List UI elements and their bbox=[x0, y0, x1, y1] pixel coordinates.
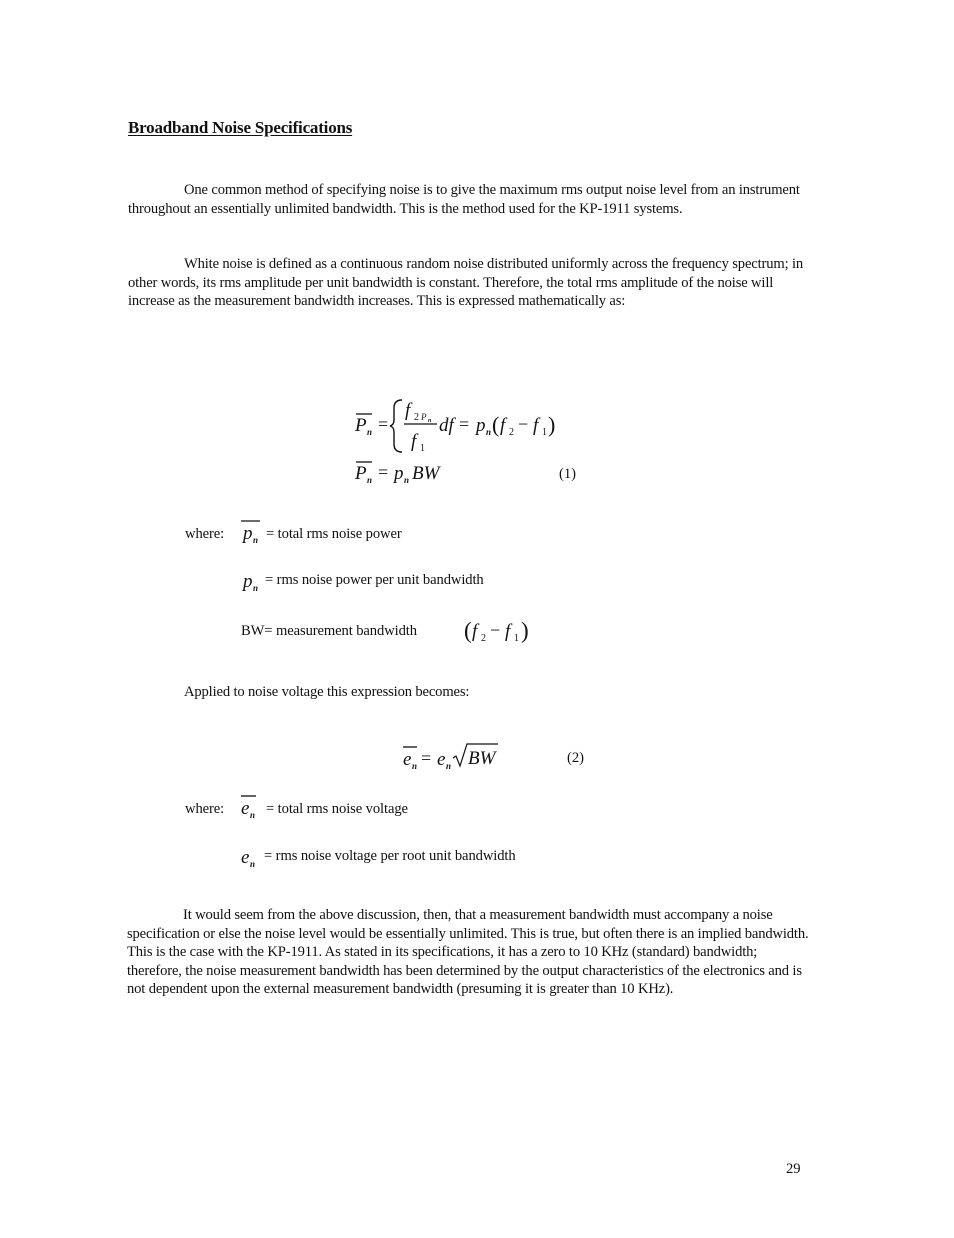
svg-text:1: 1 bbox=[542, 427, 547, 438]
section-heading: Broadband Noise Specifications bbox=[128, 118, 353, 137]
svg-text:P: P bbox=[421, 412, 427, 422]
symbol-en bbox=[238, 844, 262, 870]
svg-text:n: n bbox=[404, 475, 410, 485]
svg-text:n: n bbox=[412, 761, 418, 771]
svg-text:n: n bbox=[250, 859, 256, 869]
svg-text:n: n bbox=[428, 418, 432, 424]
svg-text:n: n bbox=[446, 761, 452, 771]
svg-text:2: 2 bbox=[509, 427, 514, 438]
svg-text:P: P bbox=[355, 463, 367, 484]
svg-text:=: = bbox=[459, 414, 470, 434]
svg-text:f: f bbox=[405, 400, 411, 421]
svg-text:p: p bbox=[476, 415, 486, 436]
equation-2-number: (2) bbox=[567, 750, 585, 766]
equation-1-number: (1) bbox=[559, 466, 577, 482]
svg-text:df: df bbox=[439, 415, 454, 436]
paragraph-applied-voltage: Applied to noise voltage this expression becomes: bbox=[184, 684, 470, 700]
svg-text:e: e bbox=[241, 847, 250, 868]
svg-text:(: ( bbox=[492, 412, 500, 437]
svg-text:e: e bbox=[437, 749, 446, 770]
svg-text:n: n bbox=[486, 427, 492, 437]
svg-text:f: f bbox=[472, 621, 478, 642]
svg-text:BW: BW bbox=[412, 463, 440, 484]
svg-text:e: e bbox=[403, 749, 412, 770]
svg-text:2: 2 bbox=[481, 633, 486, 644]
svg-text:n: n bbox=[250, 810, 256, 820]
svg-text:n: n bbox=[253, 583, 259, 593]
equation-2-noise-voltage bbox=[398, 740, 508, 774]
page-number: 29 bbox=[786, 1161, 801, 1177]
svg-text:p: p bbox=[394, 463, 404, 484]
paragraph-white-noise: White noise is defined as a continuous random noise distributed uniformly across the frequency spectrum; in other words, its rms amplitude per unit bandwidth is constant. Therefore, the total rms amplitude of the noise will increase as the measurement bandwidth increases. This is expressed mathematically as: bbox=[128, 256, 804, 310]
svg-text:f: f bbox=[533, 415, 539, 436]
definition-noise-power-per-unit-bandwidth: = rms noise power per unit bandwidth bbox=[265, 572, 484, 588]
symbol-pn-bar bbox=[240, 518, 264, 546]
svg-text:n: n bbox=[367, 427, 373, 437]
svg-text:−: − bbox=[490, 620, 501, 640]
svg-text:=: = bbox=[378, 462, 389, 482]
svg-text:f: f bbox=[411, 431, 417, 452]
svg-text:p: p bbox=[243, 571, 253, 592]
svg-text:n: n bbox=[367, 475, 373, 485]
where-label-1: where: bbox=[185, 526, 225, 542]
definition-measurement-bandwidth: BW= measurement bandwidth bbox=[241, 623, 417, 639]
svg-text:=: = bbox=[378, 414, 389, 434]
svg-text:2: 2 bbox=[414, 412, 419, 423]
svg-text:e: e bbox=[241, 798, 250, 819]
definition-total-rms-noise-voltage: = total rms noise voltage bbox=[266, 801, 408, 817]
paragraph-conclusion: It would seem from the above discussion, then, that a measurement bandwidth must accompany a noise specification or else the noise level would be essentially unlimited. This is true, but often there is an implied bandwidth. This is the case with the KP-1911. As stated in its specifications, it has a zero to 10 KHz (standard) bandwidth; therefore, the noise measurement bandwidth has been determined by the output characteristics of the electronics and is not dependent upon the external measurement bandwidth (presuming it is greater than 10 KHz). bbox=[127, 907, 809, 998]
definition-noise-voltage-per-root-bandwidth: = rms noise voltage per root unit bandwidth bbox=[264, 848, 516, 864]
svg-text:p: p bbox=[243, 523, 253, 544]
svg-text:): ) bbox=[548, 412, 556, 437]
svg-text:P: P bbox=[355, 415, 367, 436]
svg-text:f: f bbox=[505, 621, 511, 642]
svg-text:1: 1 bbox=[420, 443, 425, 454]
svg-text:f: f bbox=[500, 415, 506, 436]
svg-text:n: n bbox=[253, 535, 259, 545]
svg-text:BW: BW bbox=[468, 748, 496, 769]
paragraph-intro: One common method of specifying noise is to give the maximum rms output noise level from an instrument throughout an essentially unlimited bandwidth. This is the method used for the KP-1911 systems. bbox=[128, 182, 800, 217]
where-label-2: where: bbox=[185, 801, 225, 817]
svg-text:1: 1 bbox=[514, 633, 519, 644]
bandwidth-expression bbox=[462, 616, 538, 646]
definition-total-rms-noise-power: = total rms noise power bbox=[266, 526, 402, 542]
symbol-pn bbox=[240, 568, 264, 594]
svg-text:−: − bbox=[518, 414, 529, 434]
svg-text:): ) bbox=[521, 618, 529, 643]
equation-1-integral bbox=[350, 396, 590, 488]
svg-text:(: ( bbox=[464, 618, 472, 643]
svg-text:=: = bbox=[421, 748, 432, 768]
symbol-en-bar bbox=[238, 793, 262, 821]
